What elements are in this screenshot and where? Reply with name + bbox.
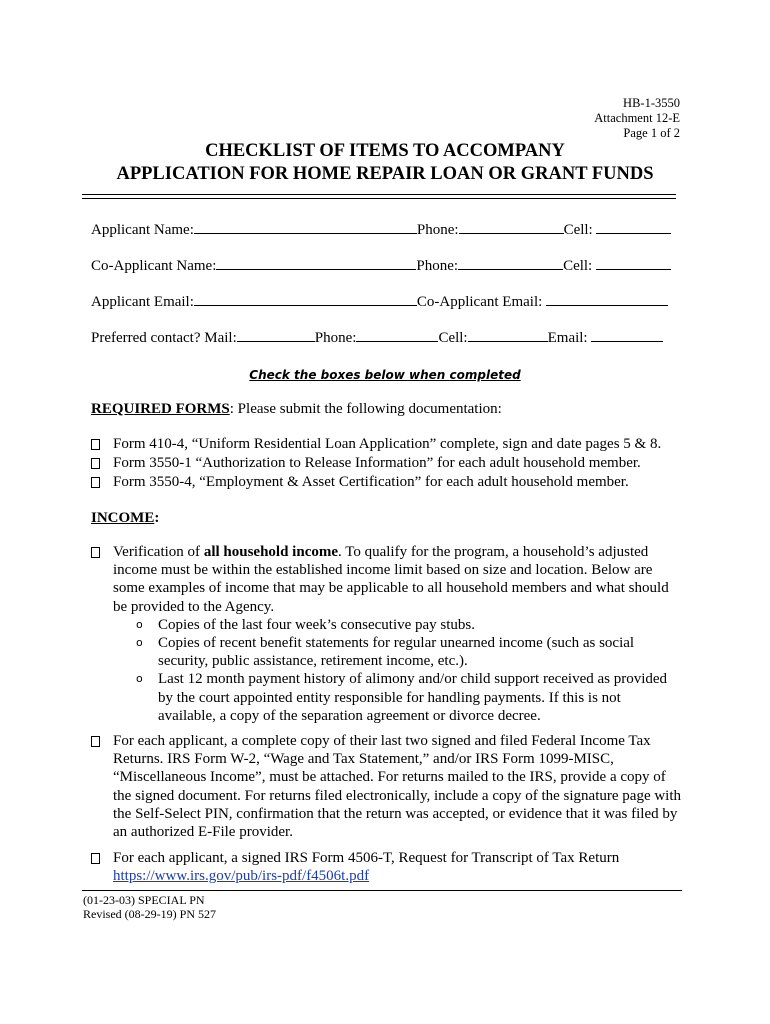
phone-input[interactable]: [459, 218, 564, 234]
co-cell-label: Cell:: [563, 258, 593, 274]
checklist-item-text: Form 410-4, “Uniform Residential Loan Application” complete, sign and date pages 5 & 8.: [113, 436, 662, 452]
co-applicant-email-label: Co-Applicant Email:: [416, 294, 543, 310]
checklist-item: [91, 435, 661, 454]
checkbox[interactable]: [91, 439, 100, 450]
income-colon: :: [154, 510, 160, 526]
sub-item-text: Last 12 month payment history of alimony and/or child support received as provided by the court appointed entity responsible for handling payments. If this is not available, a copy of the separation agreement or divorce decree.: [158, 671, 668, 724]
sub-item: [91, 670, 681, 725]
checkbox[interactable]: [91, 853, 100, 864]
bullet-icon: o: [136, 617, 143, 631]
form-4506-description: For each applicant, a signed IRS Form 4506-T, Request for Transcript of Tax Return: [113, 850, 620, 866]
co-applicant-email-input[interactable]: [546, 290, 668, 306]
pref-email-input[interactable]: [591, 326, 663, 342]
tax-returns-item: [91, 732, 681, 841]
co-cell-input[interactable]: [596, 254, 671, 270]
co-applicant-name-input[interactable]: [216, 254, 416, 270]
email-row: [91, 290, 668, 311]
form-4506-item: [91, 849, 681, 885]
checklist-item-text: Form 3550-4, “Employment & Asset Certification” for each adult household member.: [113, 474, 629, 490]
applicant-email-label: Applicant Email:: [91, 294, 194, 310]
preferred-contact-label: Preferred contact? Mail:: [91, 330, 237, 346]
applicant-email-input[interactable]: [194, 290, 417, 306]
applicant-name-label: Applicant Name:: [91, 222, 194, 238]
income-title: INCOME: [91, 510, 155, 526]
form-header: [594, 96, 680, 141]
checkbox[interactable]: [91, 458, 100, 469]
footer-line-1: (01-23-03) SPECIAL PN: [83, 893, 205, 907]
sub-item-text: Copies of the last four week’s consecutive pay stubs.: [158, 616, 476, 633]
verification-text-pre: Verification of: [113, 544, 204, 560]
checklist-instruction: Check the boxes below when completed: [249, 368, 521, 382]
form-4506-text: [91, 849, 681, 885]
attachment-label: Attachment 12-E: [594, 111, 680, 125]
checkbox[interactable]: [91, 736, 100, 747]
income-heading: [91, 510, 159, 527]
footer-divider: [82, 890, 682, 891]
bullet-icon: o: [136, 636, 143, 650]
applicant-name-input[interactable]: [194, 218, 417, 234]
pref-phone-input[interactable]: [356, 326, 438, 342]
required-forms-heading: [91, 401, 502, 418]
footer-line-2: Revised (08-29-19) PN 527: [83, 907, 216, 921]
verification-text-bold: all household income: [203, 544, 338, 560]
required-forms-list: [91, 435, 661, 492]
pref-email-label: Email:: [547, 330, 588, 346]
pref-cell-input[interactable]: [468, 326, 548, 342]
required-forms-title: REQUIRED FORMS: [91, 401, 230, 417]
bullet-icon: o: [136, 672, 143, 686]
title-divider-top: [82, 194, 676, 195]
co-phone-input[interactable]: [458, 254, 563, 270]
sub-item-text: Copies of recent benefit statements for regular unearned income (such as social security, public assistance, retirement income, etc.).: [158, 635, 635, 670]
income-verification-text: [91, 543, 681, 616]
co-applicant-name-row: [91, 254, 671, 275]
checkbox[interactable]: [91, 477, 100, 488]
title-line-1: CHECKLIST OF ITEMS TO ACCOMPANY: [205, 141, 565, 161]
form-id: HB-1-3550: [623, 96, 680, 110]
title-line-2: APPLICATION FOR HOME REPAIR LOAN OR GRANT FUNDS: [116, 164, 654, 184]
checklist-item: [91, 454, 661, 473]
co-phone-label: Phone:: [416, 258, 459, 274]
pref-phone-label: Phone:: [314, 330, 357, 346]
applicant-name-row: [91, 218, 671, 239]
pref-cell-label: Cell:: [438, 330, 468, 346]
checklist-item: [91, 473, 661, 492]
phone-label: Phone:: [416, 222, 459, 238]
co-applicant-name-label: Co-Applicant Name:: [91, 258, 217, 274]
mail-input[interactable]: [237, 326, 315, 342]
cell-input[interactable]: [596, 218, 671, 234]
checkbox[interactable]: [91, 547, 100, 558]
tax-returns-text: For each applicant, a complete copy of their last two signed and filed Federal Income Tax Returns. IRS Form W-2, “Wage and Tax Statement,” and/or IRS Form 1099-MISC, “Miscellaneous Income”, must be attached. For returns mailed to the IRS, provide a copy of the signed document. For returns filed electronically, include a copy of the signature page with the Self-Select PIN, confirmation that the return was accepted, or evidence that it was filed by an authorized E-File provider.: [113, 733, 682, 841]
preferred-contact-row: [91, 326, 663, 347]
income-verification-item: [91, 543, 681, 725]
irs-form-link[interactable]: https://www.irs.gov/pub/irs-pdf/f4506t.pdf: [113, 868, 370, 885]
checklist-item-text: Form 3550-1 “Authorization to Release Information” for each adult household member.: [113, 455, 641, 471]
verification-text-post: . To qualify for the program, a household’s adjusted income must be within the established income limit based on size and location. Below are some examples of income that may be applicable to all household members and what should be provided to the Agency.: [113, 544, 669, 615]
sub-item: [91, 616, 681, 634]
page-number: Page 1 of 2: [623, 126, 680, 140]
footer: [83, 893, 216, 921]
document-title: [0, 140, 770, 186]
required-forms-intro: : Please submit the following documentation:: [229, 401, 502, 417]
cell-label: Cell:: [563, 222, 593, 238]
title-divider-bottom: [82, 198, 676, 199]
sub-item: [91, 634, 681, 670]
